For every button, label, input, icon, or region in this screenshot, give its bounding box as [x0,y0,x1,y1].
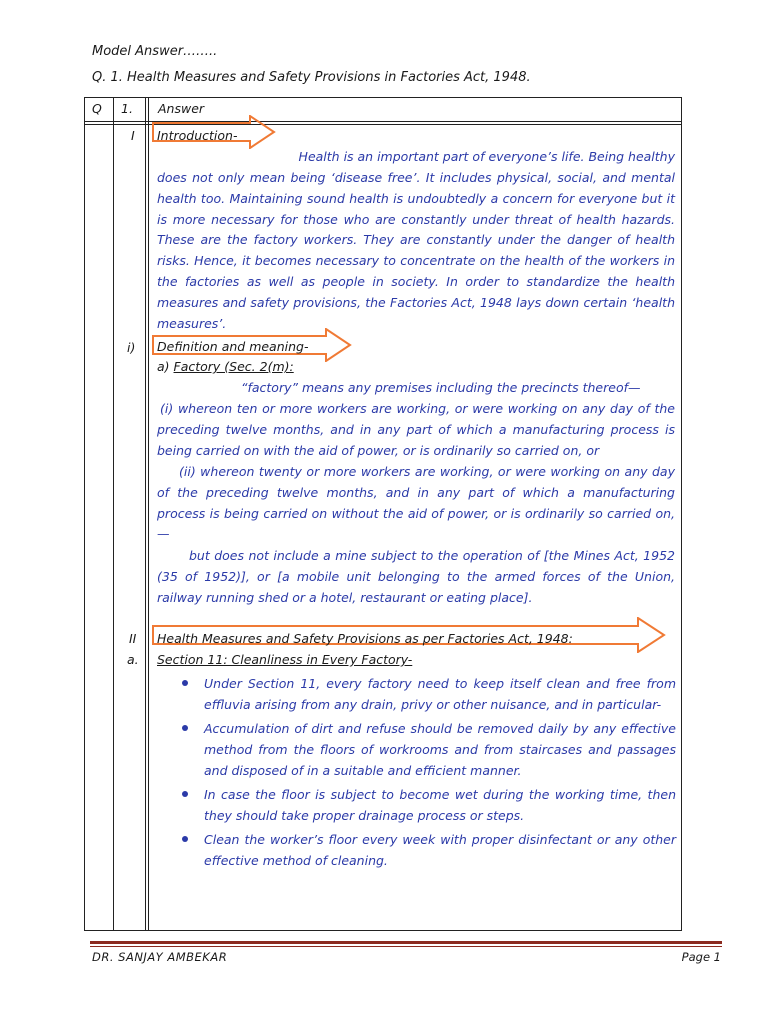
bullet-text: Under Section 11, every factory need to keep itself clean and free from effluvia arising from any drain, privy or other nuisance, and in particular- [204,676,676,712]
footer-page-number: Page 1 [681,950,721,964]
intro-marker: I [131,128,135,143]
definition-marker: i) [127,340,136,355]
table-column-divider [113,97,114,931]
factory-exclusion: but does not include a mine subject to the operation of [the Mines Act, 1952 (35 of 1952)], or [a mobile unit belonging to the armed forces of the Union, railway running shed or a hotel, restaurant or eating place]. [157,548,675,605]
model-answer-title: Model Answer…….. [92,44,218,59]
bullet-icon [182,680,188,686]
list-item [178,673,676,715]
section-11-marker: a. [127,652,139,667]
footer-author: DR. SANJAY AMBEKAR [92,950,228,964]
bullet-icon [182,725,188,731]
list-item [178,784,676,826]
column-header-answer: Answer [158,101,205,116]
list-item [178,718,676,781]
column-header-number: 1. [121,101,133,116]
bullet-text: Clean the worker’s floor every week with proper disinfectant or any other effective method of cleaning. [204,832,676,868]
footer-rule-thin [90,946,722,947]
factory-clause-ii: (ii) whereon twenty or more workers are working, or were working on any day of the preceding twelve months, and in any part of which a manufacturing process is being carried on without the aid of power, or is ordinarily so carried on,— [157,464,675,542]
bullet-text: Accumulation of dirt and refuse should be removed daily by any effective method from the floors of workrooms and from staircases and passages and disposed of in a suitable and efficient manner. [204,721,676,778]
question-title: Q. 1. Health Measures and Safety Provisions in Factories Act, 1948. [92,70,531,85]
factory-definition-lead: “factory” means any premises including the precincts thereof— [241,380,641,395]
factory-subheading-prefix: a) [157,359,174,374]
definition-heading: Definition and meaning- [157,339,309,354]
cleanliness-bullet-list [178,673,676,874]
footer-rule-thick [90,941,722,944]
column-header-q: Q [92,101,102,116]
bullet-icon [182,791,188,797]
factory-clause-i: (i) whereon ten or more workers are working, or were working on any day of the preceding twelve months, and in any part of which a manufacturing process is being carried on with the aid of power, or is ordinarily so carried on, or [157,401,675,458]
intro-paragraph: does not only mean being ‘disease free’. It includes physical, social, and mental health too. Maintaining sound health is undoubtedly a concern for everyone but it is more necessary for those who are constantly under threat of health hazards. These are the factory workers. They are constantly under the danger of health risks. Hence, it becomes necessary to concentrate on the health of the workers in the factories as well as people in society. In order to standardize the health measures and safety provisions, the Factories Act, 1948 lays down certain ‘health measures’. [157,170,675,331]
list-item [178,829,676,871]
bullet-text: In case the floor is subject to become wet during the working time, then they should take proper drainage process or steps. [204,787,676,823]
bullet-icon [182,836,188,842]
section-11-heading: Section 11: Cleanliness in Every Factory- [157,652,413,667]
intro-heading: Introduction- [157,128,238,143]
health-section-marker: II [129,631,137,646]
factory-subheading-text: Factory (Sec. 2(m): [173,359,294,374]
factory-subheading [157,359,294,374]
health-heading: Health Measures and Safety Provisions as per Factories Act, 1948: [157,631,573,646]
intro-first-line: Health is an important part of everyone’s life. Being healthy [298,149,675,164]
table-column-divider-double [145,97,149,931]
